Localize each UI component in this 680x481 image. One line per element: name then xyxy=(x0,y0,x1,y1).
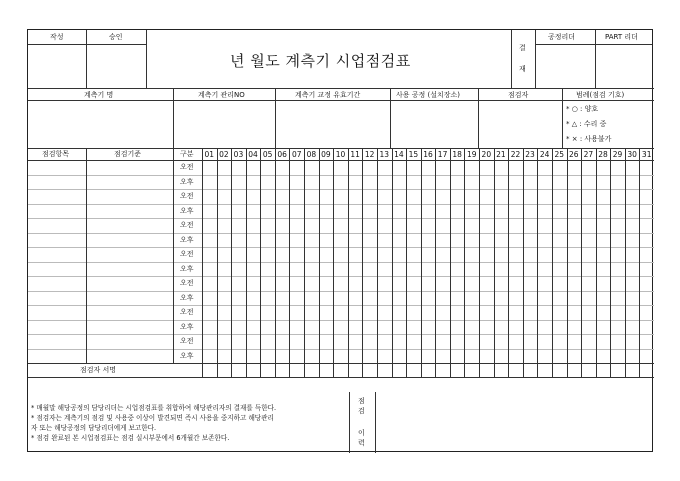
inspector-header: 점검자 xyxy=(508,91,529,99)
inspection-history-box[interactable] xyxy=(376,393,653,452)
day-header-03: 03 xyxy=(233,150,244,159)
shift-label: 오전 xyxy=(180,221,194,229)
day-header-15: 15 xyxy=(408,150,419,159)
approval-label-top: 결 xyxy=(519,44,526,52)
table-row[interactable] xyxy=(202,160,654,175)
day-header-19: 19 xyxy=(466,150,477,159)
approver-signature-box[interactable] xyxy=(87,45,146,88)
table-row[interactable] xyxy=(202,305,654,320)
table-row[interactable] xyxy=(202,334,654,349)
day-header-28: 28 xyxy=(598,150,608,159)
writer-label: 작성 xyxy=(50,33,64,41)
history-label-1: 점 xyxy=(358,397,365,405)
shift-label: 오후 xyxy=(180,322,194,331)
day-header-02: 02 xyxy=(219,150,229,159)
day-header-18: 18 xyxy=(452,150,462,159)
day-header-07: 07 xyxy=(291,150,302,159)
table-row[interactable] xyxy=(202,276,654,291)
history-label-2: 검 xyxy=(358,407,365,415)
day-header-11: 11 xyxy=(350,150,360,159)
shift-label: 오후 xyxy=(180,206,194,215)
table-row[interactable] xyxy=(202,233,654,248)
day-header-31: 31 xyxy=(641,150,652,159)
table-row[interactable] xyxy=(202,247,654,262)
table-row[interactable] xyxy=(202,262,654,277)
shift-label: 오전 xyxy=(180,279,194,287)
inspection-item-header: 점검항목 xyxy=(42,150,70,158)
shift-label: 오전 xyxy=(180,337,194,345)
shift-label: 오전 xyxy=(180,308,194,316)
writer-signature-box[interactable] xyxy=(28,45,86,88)
legend-good: * ○ : 양호 xyxy=(566,105,599,113)
approval-label-bottom: 재 xyxy=(519,65,526,73)
day-header-13: 13 xyxy=(379,150,390,159)
inspector-signature-row[interactable] xyxy=(202,363,654,377)
table-row[interactable] xyxy=(202,349,654,364)
shift-label: 오후 xyxy=(180,177,194,186)
process-leader-signature-box[interactable] xyxy=(536,45,595,88)
footer-note-1: * 매월말 해당공정의 담당리더는 시업점검표를 취합하여 해당관리자의 결재를 득한다. xyxy=(31,404,277,412)
day-header-24: 24 xyxy=(539,150,550,159)
shift-label: 오전 xyxy=(180,192,194,200)
history-label-3: 이 xyxy=(358,429,365,437)
history-label-4: 력 xyxy=(358,439,365,447)
table-row[interactable] xyxy=(202,175,654,190)
inspection-form xyxy=(27,29,653,452)
day-header-10: 10 xyxy=(335,150,346,159)
instrument-name-header: 계측기 명 xyxy=(84,91,114,99)
shift-label: 오후 xyxy=(180,351,194,360)
table-row[interactable] xyxy=(202,320,654,335)
day-header-08: 08 xyxy=(306,150,317,159)
inspection-criteria-header: 점검기준 xyxy=(114,150,142,158)
day-header-04: 04 xyxy=(248,150,258,159)
day-header-30: 30 xyxy=(627,150,637,159)
day-header-21: 21 xyxy=(496,150,506,159)
table-row[interactable] xyxy=(202,218,654,233)
legend-unusable: * × : 사용불가 xyxy=(566,135,612,143)
legend-repair: * △ : 수리 중 xyxy=(566,120,607,128)
day-header-23: 23 xyxy=(525,150,535,159)
table-row[interactable] xyxy=(202,291,654,306)
shift-label: 오후 xyxy=(180,264,194,273)
day-header-14: 14 xyxy=(394,150,404,159)
process-location-header: 사용 공정 (설치장소) xyxy=(396,91,461,99)
day-header-29: 29 xyxy=(612,150,623,159)
part-leader-label: PART 리더 xyxy=(605,33,638,41)
day-header-16: 16 xyxy=(423,150,433,159)
page-title: 년 월도 계측기 시업점검표 xyxy=(230,52,411,70)
day-header-22: 22 xyxy=(510,150,521,159)
process-leader-label: 공정리더 xyxy=(548,33,576,41)
shift-label: 오전 xyxy=(180,163,194,171)
day-header-06: 06 xyxy=(277,150,287,159)
shift-label: 오후 xyxy=(180,293,194,302)
day-header-01: 01 xyxy=(204,150,215,159)
footer-note-2: * 점검자는 계측기의 점검 및 사용중 이상이 발견되면 즉시 사용을 중지하고 해당관리 xyxy=(31,414,274,422)
day-header-17: 17 xyxy=(437,150,448,159)
table-row[interactable] xyxy=(202,189,654,204)
calibration-period-header: 계측기 교정 유효기간 xyxy=(295,91,361,99)
legend-title: 범례(점검 기호) xyxy=(576,91,625,99)
day-header-20: 20 xyxy=(481,150,492,159)
inspection-grid xyxy=(28,148,654,411)
day-header-09: 09 xyxy=(321,150,331,159)
day-header-05: 05 xyxy=(262,150,273,159)
management-no-header: 계측기 관리NO xyxy=(198,91,245,99)
type-header: 구분 xyxy=(180,150,194,158)
day-header-12: 12 xyxy=(364,150,375,159)
approver-label: 승인 xyxy=(109,33,123,41)
table-row[interactable] xyxy=(202,204,654,219)
shift-label: 오전 xyxy=(180,250,194,258)
part-leader-signature-box[interactable] xyxy=(596,45,654,88)
inspector-signature-label: 점검자 서명 xyxy=(80,366,117,374)
footer-note-4: * 점검 완료된 본 시업점검표는 점검 실시부문에서 6개월간 보존한다. xyxy=(31,434,230,442)
footer-note-3: 자 또는 해당공정의 담당리더에게 보고한다. xyxy=(31,424,157,432)
day-header-25: 25 xyxy=(554,150,564,159)
shift-label: 오후 xyxy=(180,235,194,244)
day-header-27: 27 xyxy=(583,150,594,159)
day-header-26: 26 xyxy=(569,150,579,159)
